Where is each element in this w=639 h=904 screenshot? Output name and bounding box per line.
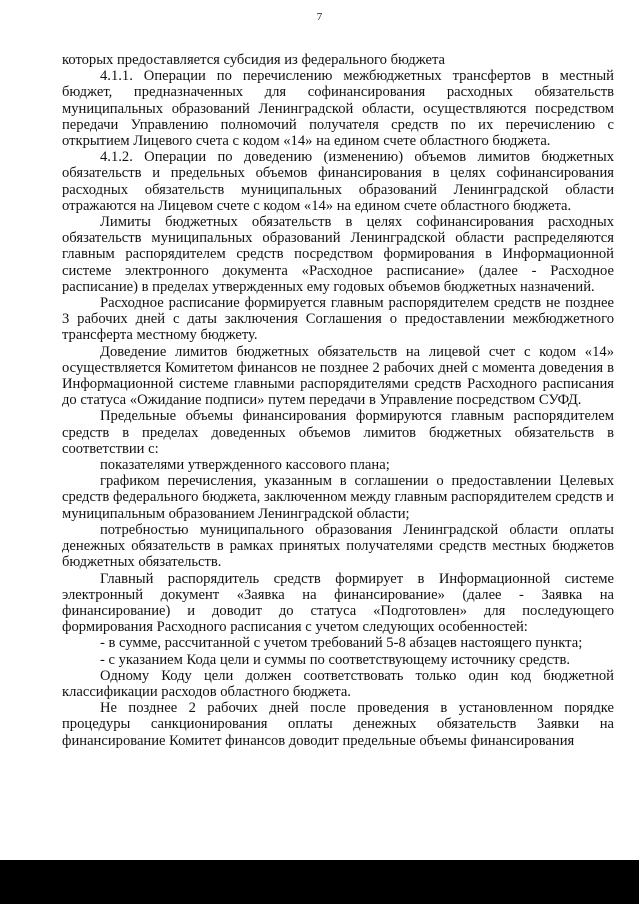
list-item-purpose-code: - с указанием Кода цели и суммы по соответствующему источнику средств. [100,651,570,668]
paragraph-4-1-2: 4.1.2. Операции по доведению (изменению) объемов лимитов бюджетных обязательств и предельных объемов финансирования в целях софинансирования расходных обязательств муниципальных образований Ленинградской области отражаются на Лицевом счете с кодом «14» на едином счете областного бюджета. [62,149,614,214]
paragraph-financing-volumes: Предельные объемы финансирования формируются главным распорядителем средств в пределах доведенных объемов лимитов бюджетных обязательств в соответствии с: [62,408,614,457]
paragraph-schedule-formation: Расходное расписание формируется главным распорядителем средств не позднее 3 рабочих дней с даты заключения Соглашения о предоставлении межбюджетного трансферта местному бюджету. [62,295,614,344]
list-item-municipal-need: потребностью муниципального образования Ленинградской области оплаты денежных обязательств в рамках принятых получателями средств местных бюджетов бюджетных обязательств. [62,521,614,571]
paragraph-limits-delivery: Доведение лимитов бюджетных обязательств на лицевой счет с кодом «14» осуществляется Комитетом финансов не позднее 2 рабочих дней с момента доведения в Информационной системе главными распорядителями средств Расходного расписания до статуса «Ожидание подписи» путем передачи в Управление посредством СУФД. [62,343,614,409]
list-item-transfer-schedule: графиком перечисления, указанным в соглашении о предоставлении Целевых средств федерального бюджета, заключенном между главным распорядителем средств и муниципальным образованием Ленинградской области; [62,473,614,522]
scan-bottom-border [0,860,639,904]
page-number: 7 [316,11,323,23]
paragraph-continuation: которых предоставляется субсидия из федерального бюджета [62,52,446,68]
paragraph-deadline: Не позднее 2 рабочих дней после проведения в установленном порядке процедуры санкционирования оплаты денежных обязательств Заявки на финансирование Комитет финансов доводит предельные объемы финансирования [62,700,614,749]
paragraph-financing-request: Главный распорядитель средств формирует в Информационной системе электронный документ «Заявка на финансирование» (далее - Заявка на финансирование) и доводит до статуса «Подготовлен» для последующего формирования Расходного расписания с учетом следующих особенностей: [62,570,614,636]
paragraph-4-1-1: 4.1.1. Операции по перечислению межбюджетных трансфертов в местный бюджет, предназначенных для софинансирования расходных обязательств муниципальных образований Ленинградской области, осуществляются посредством передачи Управлению полномочий получателя средств по их перечислению с открытием Лицевого счета с кодом «14» на едином счете областного бюджета. [62,68,614,150]
list-item-cash-plan: показателями утвержденного кассового плана; [100,457,390,474]
list-item-amount: - в сумме, рассчитанной с учетом требований 5-8 абзацев настоящего пункта; [100,635,583,652]
paragraph-limits: Лимиты бюджетных обязательств в целях софинансирования расходных обязательств муниципальных образований Ленинградской области распределяются главным распорядителем средств посредством формирования в Информационной системе электронного документа «Расходное расписание» (далее - Расходное расписание) в пределах утвержденных ему годовых объемов бюджетных назначений. [62,214,614,295]
document-body [62,52,614,749]
paragraph-purpose-code-rule: Одному Коду цели должен соответствовать только один код бюджетной классификации расходов областного бюджета. [62,667,614,700]
